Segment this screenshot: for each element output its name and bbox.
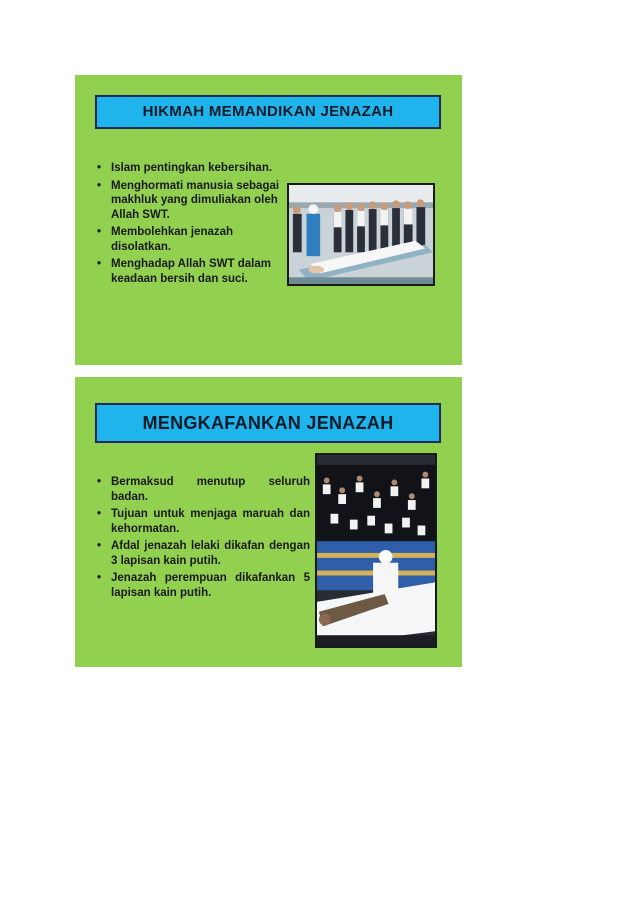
slide-mengkafankan [75, 377, 462, 667]
list-item [95, 571, 310, 600]
bullet-icon: • [97, 540, 102, 552]
bullet-icon: • [97, 226, 102, 238]
photo-washing-deceased [287, 183, 435, 286]
bullet-text: Islam pentingkan kebersihan. [111, 162, 273, 174]
list-item [95, 507, 310, 536]
bullet-text: Tujuan untuk menjaga maruah dan kehormatan. [111, 508, 310, 535]
list-item [95, 225, 285, 254]
bullet-text: Membolehkan jenazah disolatkan. [111, 226, 234, 253]
bullet-icon: • [97, 162, 102, 174]
bullet-text: Jenazah perempuan dikafankan 5 lapisan kain putih. [111, 572, 310, 599]
photo-shrouding-demonstration [315, 453, 437, 648]
list-item [95, 161, 285, 176]
list-item [95, 257, 285, 286]
list-item [95, 475, 310, 504]
list-item [95, 179, 285, 223]
bullet-text: Menghormati manusia sebagai makhluk yang dimuliakan oleh Allah SWT. [111, 179, 280, 221]
bullet-icon: • [97, 508, 102, 520]
slide-title: HIKMAH MEMANDIKAN JENAZAH [95, 95, 441, 129]
list-item [95, 539, 310, 568]
photo-illustration [289, 185, 433, 284]
bullet-text: Menghadap Allah SWT dalam keadaan bersih dan suci. [111, 258, 271, 285]
photo-illustration [317, 455, 435, 646]
bullet-icon: • [97, 476, 102, 488]
bullet-text: Afdal jenazah lelaki dikafan dengan 3 lapisan kain putih. [111, 540, 310, 567]
bullet-text: Bermaksud menutup seluruh badan. [111, 476, 310, 503]
slide-title: MENGKAFANKAN JENAZAH [95, 403, 441, 443]
bullet-icon: • [97, 179, 102, 192]
bullet-list [95, 161, 285, 289]
bullet-icon: • [97, 258, 102, 270]
bullet-icon: • [97, 572, 102, 584]
slide-hikmah-memandikan [75, 75, 462, 365]
bullet-list [95, 475, 310, 603]
